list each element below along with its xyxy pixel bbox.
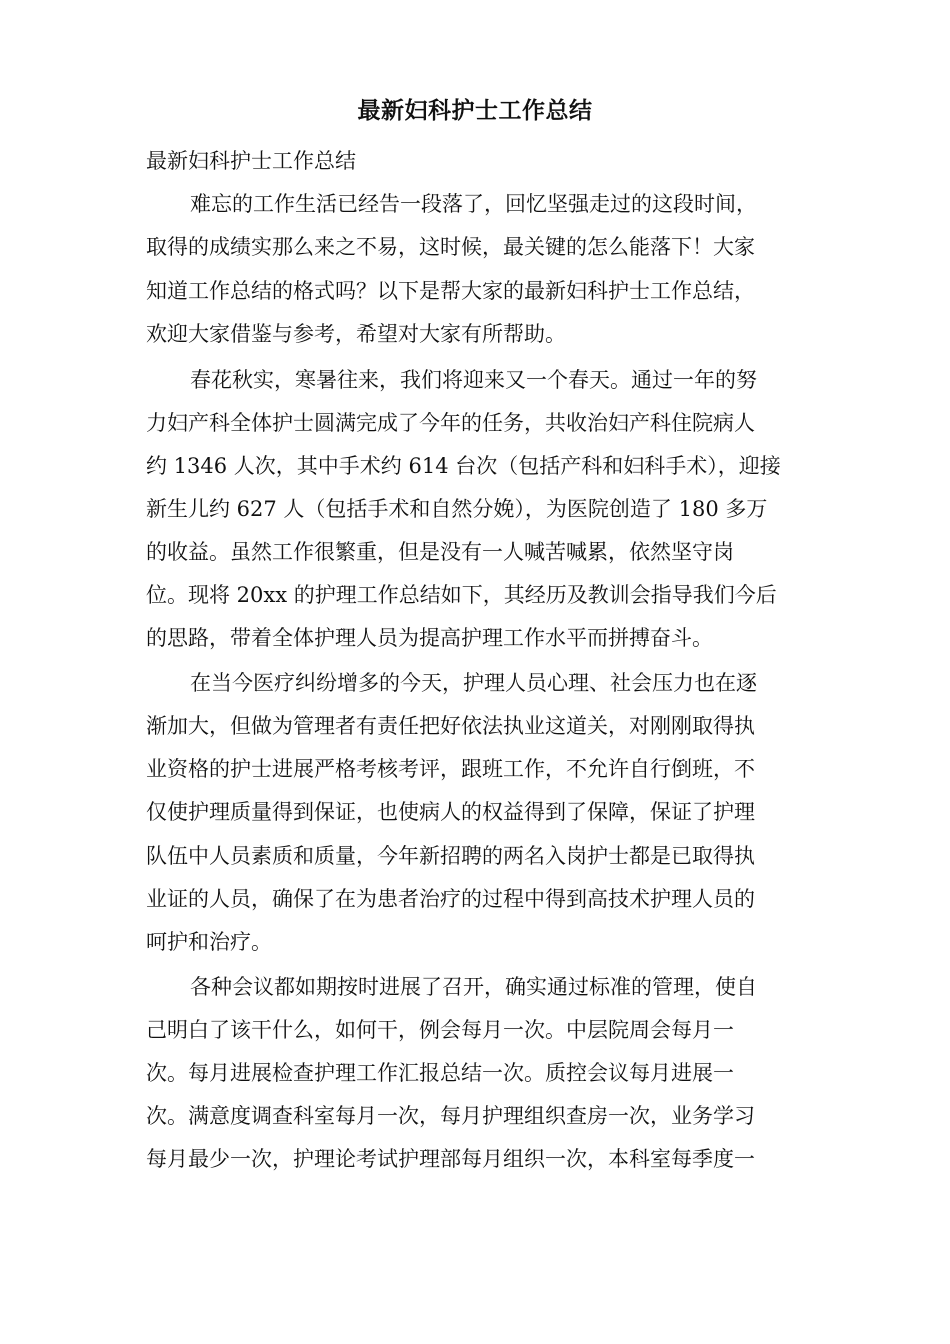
text-line: 取得的成绩实那么来之不易，这时候，最关键的怎么能落下！大家	[146, 235, 755, 259]
text-line: 队伍中人员素质和质量，今年新招聘的两名入岗护士都是已取得执	[146, 844, 755, 868]
text-line: 仅使护理质量得到保证，也使病人的权益得到了保障，保证了护理	[146, 800, 755, 824]
text-line: 每月最少一次，护理论考试护理部每月组织一次，本科室每季度一	[146, 1147, 755, 1171]
text-line: 约 1346 人次，其中手术约 614 台次（包括产科和妇科手术），迎接	[146, 454, 781, 478]
text-line: 在当今医疗纠纷增多的今天，护理人员心理、社会压力也在逐	[190, 671, 757, 695]
text-line: 次。每月进展检查护理工作汇报总结一次。质控会议每月进展一	[146, 1061, 734, 1085]
document-title: 最新妇科护士工作总结	[357, 97, 593, 124]
document-subtitle: 最新妇科护士工作总结	[146, 149, 356, 173]
text-line: 次。满意度调查科室每月一次，每月护理组织查房一次，业务学习	[146, 1104, 755, 1128]
text-line: 的思路，带着全体护理人员为提高护理工作水平而拼搏奋斗。	[146, 626, 713, 650]
text-line: 各种会议都如期按时进展了召开，确实通过标准的管理，使自	[190, 975, 757, 999]
text-line: 的收益。虽然工作很繁重，但是没有一人喊苦喊累，依然坚守岗	[146, 540, 734, 564]
text-line: 春花秋实，寒暑往来，我们将迎来又一个春天。通过一年的努	[190, 368, 757, 392]
text-line: 难忘的工作生活已经告一段落了，回忆坚强走过的这段时间，	[190, 192, 757, 216]
text-line: 呵护和治疗。	[146, 930, 272, 954]
text-line: 欢迎大家借鉴与参考，希望对大家有所帮助。	[146, 322, 566, 346]
text-line: 业资格的护士进展严格考核考评，跟班工作，不允许自行倒班，不	[146, 757, 755, 781]
text-line: 力妇产科全体护士圆满完成了今年的任务，共收治妇产科住院病人	[146, 411, 755, 435]
text-line: 位。现将 20xx 的护理工作总结如下，其经历及教训会指导我们今后	[146, 583, 777, 607]
text-line: 业证的人员，确保了在为患者治疗的过程中得到高技术护理人员的	[146, 887, 755, 911]
text-line: 知道工作总结的格式吗？以下是帮大家的最新妇科护士工作总结，	[146, 279, 755, 303]
text-line: 己明白了该干什么，如何干，例会每月一次。中层院周会每月一	[146, 1018, 734, 1042]
text-line: 渐加大，但做为管理者有责任把好依法执业这道关，对刚刚取得执	[146, 714, 755, 738]
text-line: 新生儿约 627 人（包括手术和自然分娩），为医院创造了 180 多万	[146, 497, 768, 521]
